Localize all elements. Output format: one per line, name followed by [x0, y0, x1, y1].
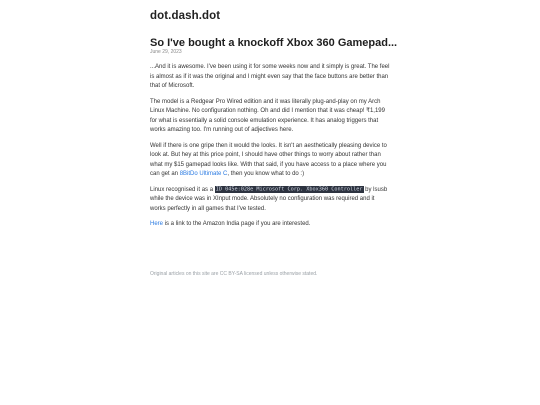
paragraph-amazon	[150, 220, 390, 230]
post-title: So I've bought a knockoff Xbox 360 Gamepad...	[150, 37, 398, 49]
post-date: June 29, 2023	[150, 49, 182, 55]
paragraph-linux-text: Linux recognised it as a	[150, 186, 215, 193]
post-body	[150, 63, 390, 236]
paragraph-linux-end: by lsusb while the device was in XInput mode. Absolutely no configuration was required and it works perfectly in all games that I've tested.	[150, 186, 388, 212]
license-note: Original articles on this site are CC BY-SA licensed unless otherwise stated.	[150, 271, 318, 277]
paragraph-model: The model is a Redgear Pro Wired edition and it was literally plug-and-play on my Arch Linux Machine. No configuration nothing. Oh and did I mention that it was cheap! ₹1,199 for what is essentially a solid console emulation experience. It has analog triggers that works amazing too. I'm running out of adjectives here.	[150, 98, 385, 133]
paragraph-looks-text: Well if there is one gripe then it would the looks. It isn't an aesthetically pleasing device to look at. But hey at this price point, I should have other things to worry about rather than what my $15 gamepad looks like. With that said, if you have access to a place where you can get an	[150, 142, 387, 177]
paragraph-linux	[150, 186, 390, 215]
lsusb-code: ID 045e:028e Microsoft Corp. Xbox360 Controller	[215, 186, 363, 193]
site-title-link[interactable]: dot.dash.dot	[150, 10, 221, 22]
paragraph-looks	[150, 142, 390, 180]
amazon-link[interactable]: Here	[150, 221, 164, 227]
paragraph-intro: ...And it is awesome. I've been using it for some weeks now and it simply is great. The feel is almost as if it was the original and I might even say that the face buttons are better than that of Microsoft.	[150, 64, 390, 89]
paragraph-looks-end: , then you know what to do :)	[227, 171, 305, 177]
8bitdo-link[interactable]: 8BitDo Ultimate C	[179, 171, 228, 177]
paragraph-amazon-text: is a link to the Amazon India page if you are interested.	[163, 221, 311, 227]
